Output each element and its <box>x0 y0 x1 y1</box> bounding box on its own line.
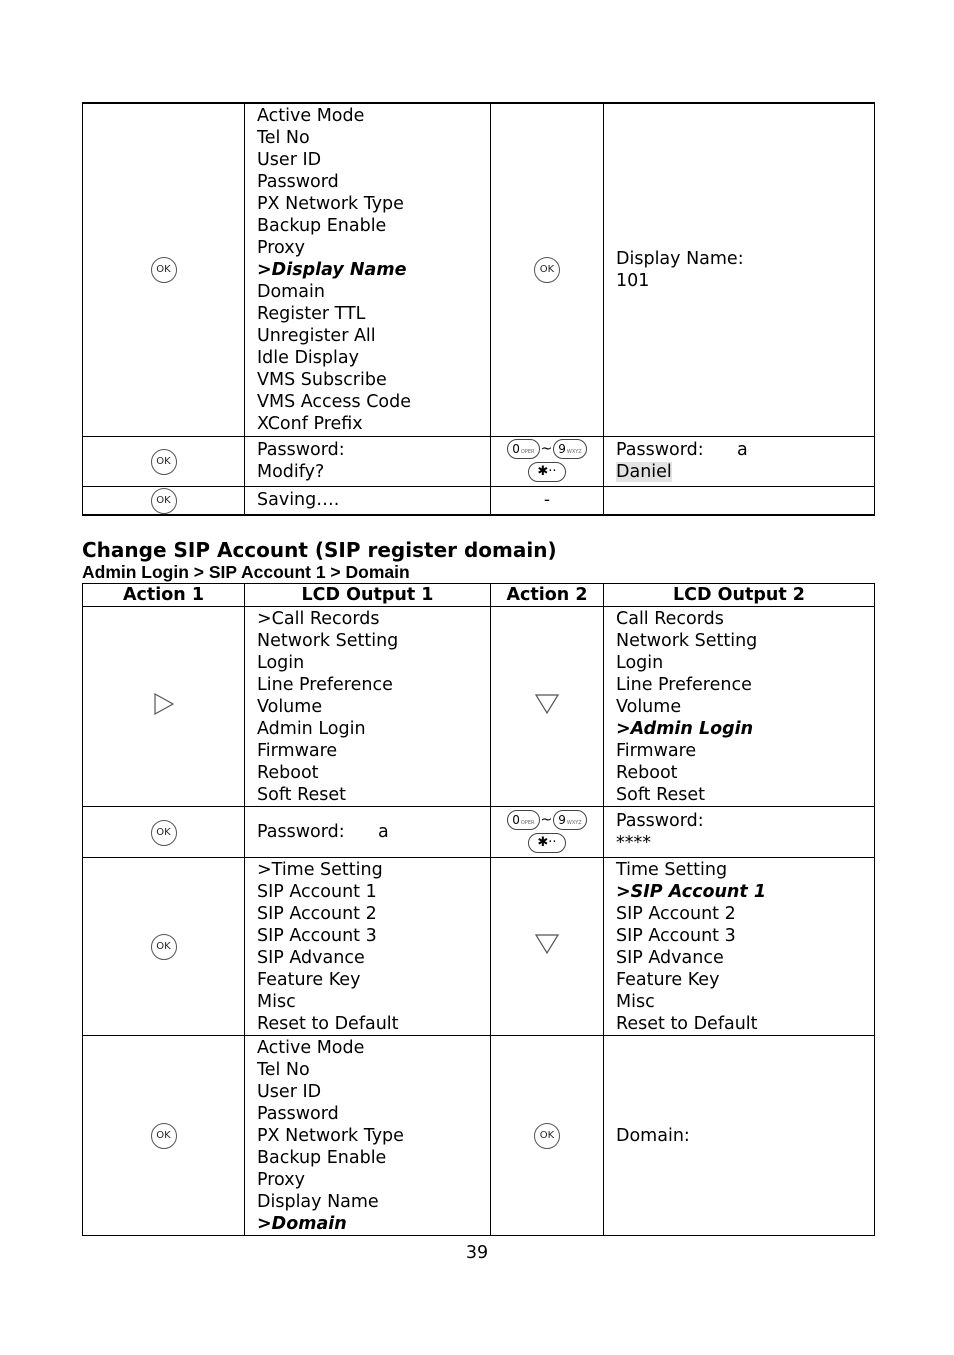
lcd-line: Domain <box>257 281 325 302</box>
entered-text-highlight: Daniel <box>616 462 672 482</box>
table-row <box>83 103 875 436</box>
action1-cell <box>83 607 245 807</box>
lcd-line: Password <box>257 1103 339 1124</box>
action1-cell <box>83 103 245 436</box>
ok-button-icon: OK <box>151 488 177 514</box>
lcd-line: Volume <box>616 696 682 717</box>
column-header: LCD Output 1 <box>245 584 491 607</box>
lcd-line: Active Mode <box>257 105 365 126</box>
key-9-icon: 9WXYZ <box>553 810 587 830</box>
key-star-icon: ✱·· <box>528 462 565 482</box>
lcd-line: Call Records <box>616 608 724 629</box>
lcd-line: Password: a <box>257 822 389 842</box>
lcd-output2-cell <box>604 807 875 858</box>
lcd-line: SIP Account 2 <box>616 903 736 924</box>
lcd-output1-cell <box>245 1036 491 1236</box>
lcd-line: Password: <box>616 811 704 831</box>
breadcrumb: Admin Login > SIP Account 1 > Domain <box>82 562 410 582</box>
lcd-line: VMS Subscribe <box>257 369 387 390</box>
action2-cell <box>491 1036 604 1236</box>
lcd-line: Register TTL <box>257 303 366 324</box>
down-arrow-icon <box>534 933 560 955</box>
lcd-line: Network Setting <box>616 630 758 651</box>
table-row <box>83 807 875 858</box>
steps-table-domain <box>82 583 875 1236</box>
lcd-line-selected: >Domain <box>257 1213 347 1234</box>
action2-cell <box>491 607 604 807</box>
key-9-icon: 9WXYZ <box>553 439 587 459</box>
lcd-line: User ID <box>257 1081 322 1102</box>
action1-cell <box>83 1036 245 1236</box>
lcd-line: Modify? <box>257 462 325 482</box>
lcd-line-selected: >Admin Login <box>616 718 754 739</box>
action1-cell <box>83 486 245 515</box>
table-row <box>83 486 875 515</box>
ok-button-icon: OK <box>151 257 177 283</box>
section-title: Change SIP Account (SIP register domain) <box>82 538 557 562</box>
lcd-line: **** <box>616 833 651 853</box>
lcd-line: Volume <box>257 696 323 717</box>
lcd-line: Misc <box>257 991 296 1012</box>
lcd-line: 101 <box>616 270 650 291</box>
lcd-line: Password: <box>257 440 345 460</box>
lcd-output2-cell <box>604 607 875 807</box>
lcd-output1-cell <box>245 486 491 515</box>
lcd-output2-cell <box>604 858 875 1036</box>
table-row <box>83 1036 875 1236</box>
lcd-output1-cell <box>245 807 491 858</box>
lcd-line: PX Network Type <box>257 1125 404 1146</box>
lcd-line: Display Name <box>257 1191 379 1212</box>
lcd-line: Password: a <box>616 440 748 460</box>
lcd-line: Login <box>257 652 305 673</box>
lcd-line-selected: >SIP Account 1 <box>616 881 767 902</box>
key-star-icon: ✱·· <box>528 833 565 853</box>
column-header: Action 1 <box>83 584 245 607</box>
lcd-line: SIP Account 3 <box>616 925 736 946</box>
lcd-line: XConf Prefix <box>257 413 363 434</box>
page-number: 39 <box>465 1243 489 1263</box>
lcd-output1-cell <box>245 103 491 436</box>
lcd-line: Saving…. <box>257 490 340 510</box>
ok-button-icon: OK <box>151 1123 177 1149</box>
lcd-output1-cell <box>245 858 491 1036</box>
lcd-line: Misc <box>616 991 655 1012</box>
lcd-output1-cell <box>245 436 491 486</box>
lcd-line: Tel No <box>257 127 310 148</box>
lcd-line: Active Mode <box>257 1037 365 1058</box>
lcd-output1-cell <box>245 607 491 807</box>
lcd-line: Admin Login <box>257 718 366 739</box>
lcd-line: Proxy <box>257 1169 305 1190</box>
steps-table-display-name <box>82 102 875 516</box>
lcd-output2-cell <box>604 436 875 486</box>
lcd-line: Line Preference <box>616 674 752 695</box>
table-row <box>83 607 875 807</box>
lcd-output2-cell <box>604 103 875 436</box>
lcd-line: Feature Key <box>257 969 361 990</box>
lcd-line: Display Name: <box>616 248 744 269</box>
lcd-line: Login <box>616 652 664 673</box>
lcd-line: SIP Advance <box>616 947 724 968</box>
lcd-line: Backup Enable <box>257 215 387 236</box>
lcd-line: Soft Reset <box>616 784 705 805</box>
lcd-line: PX Network Type <box>257 193 404 214</box>
action2-cell <box>491 436 604 486</box>
lcd-line: Reboot <box>616 762 678 783</box>
right-arrow-icon <box>153 692 175 716</box>
lcd-line: Firmware <box>616 740 697 761</box>
lcd-line: Firmware <box>257 740 338 761</box>
lcd-line: Proxy <box>257 237 305 258</box>
down-arrow-icon <box>534 693 560 715</box>
lcd-line: SIP Account 1 <box>257 881 377 902</box>
lcd-line: Line Preference <box>257 674 393 695</box>
action2-cell <box>491 858 604 1036</box>
ok-button-icon: OK <box>151 820 177 846</box>
action1-cell <box>83 436 245 486</box>
lcd-line: SIP Account 2 <box>257 903 377 924</box>
lcd-line: Backup Enable <box>257 1147 387 1168</box>
lcd-output2-cell <box>604 486 875 515</box>
column-header: Action 2 <box>491 584 604 607</box>
key-0-icon: 0OPER <box>507 439 539 459</box>
lcd-output2-cell <box>604 1036 875 1236</box>
key-0-icon: 0OPER <box>507 810 539 830</box>
lcd-line: >Time Setting <box>257 859 383 880</box>
lcd-line: Network Setting <box>257 630 399 651</box>
lcd-line: Unregister All <box>257 325 376 346</box>
lcd-line: Domain: <box>616 1125 690 1146</box>
table-header-row <box>83 584 875 607</box>
lcd-line: >Call Records <box>257 608 380 629</box>
lcd-line: User ID <box>257 149 322 170</box>
ok-button-icon: OK <box>534 257 560 283</box>
column-header: LCD Output 2 <box>604 584 875 607</box>
lcd-line: Reset to Default <box>616 1013 758 1034</box>
action2-cell <box>491 486 604 515</box>
keypad-keys-icon <box>507 439 586 482</box>
lcd-line: Tel No <box>257 1059 310 1080</box>
lcd-line-selected: >Display Name <box>257 259 407 280</box>
lcd-line: Password <box>257 171 339 192</box>
table-row <box>83 436 875 486</box>
lcd-line: Reboot <box>257 762 319 783</box>
action2-cell <box>491 103 604 436</box>
action2-cell <box>491 807 604 858</box>
lcd-line: Reset to Default <box>257 1013 399 1034</box>
no-action-dash: - <box>543 490 551 510</box>
keypad-keys-icon <box>507 810 586 853</box>
lcd-line: Feature Key <box>616 969 720 990</box>
range-tilde: ~ <box>540 812 553 828</box>
ok-button-icon: OK <box>151 449 177 475</box>
ok-button-icon: OK <box>151 934 177 960</box>
ok-button-icon: OK <box>534 1123 560 1149</box>
lcd-line: VMS Access Code <box>257 391 412 412</box>
lcd-line: Time Setting <box>616 859 728 880</box>
action1-cell <box>83 807 245 858</box>
action1-cell <box>83 858 245 1036</box>
lcd-line: SIP Account 3 <box>257 925 377 946</box>
lcd-line: Soft Reset <box>257 784 346 805</box>
lcd-line: SIP Advance <box>257 947 365 968</box>
range-tilde: ~ <box>540 441 553 457</box>
table-row <box>83 858 875 1036</box>
lcd-line: Idle Display <box>257 347 359 368</box>
